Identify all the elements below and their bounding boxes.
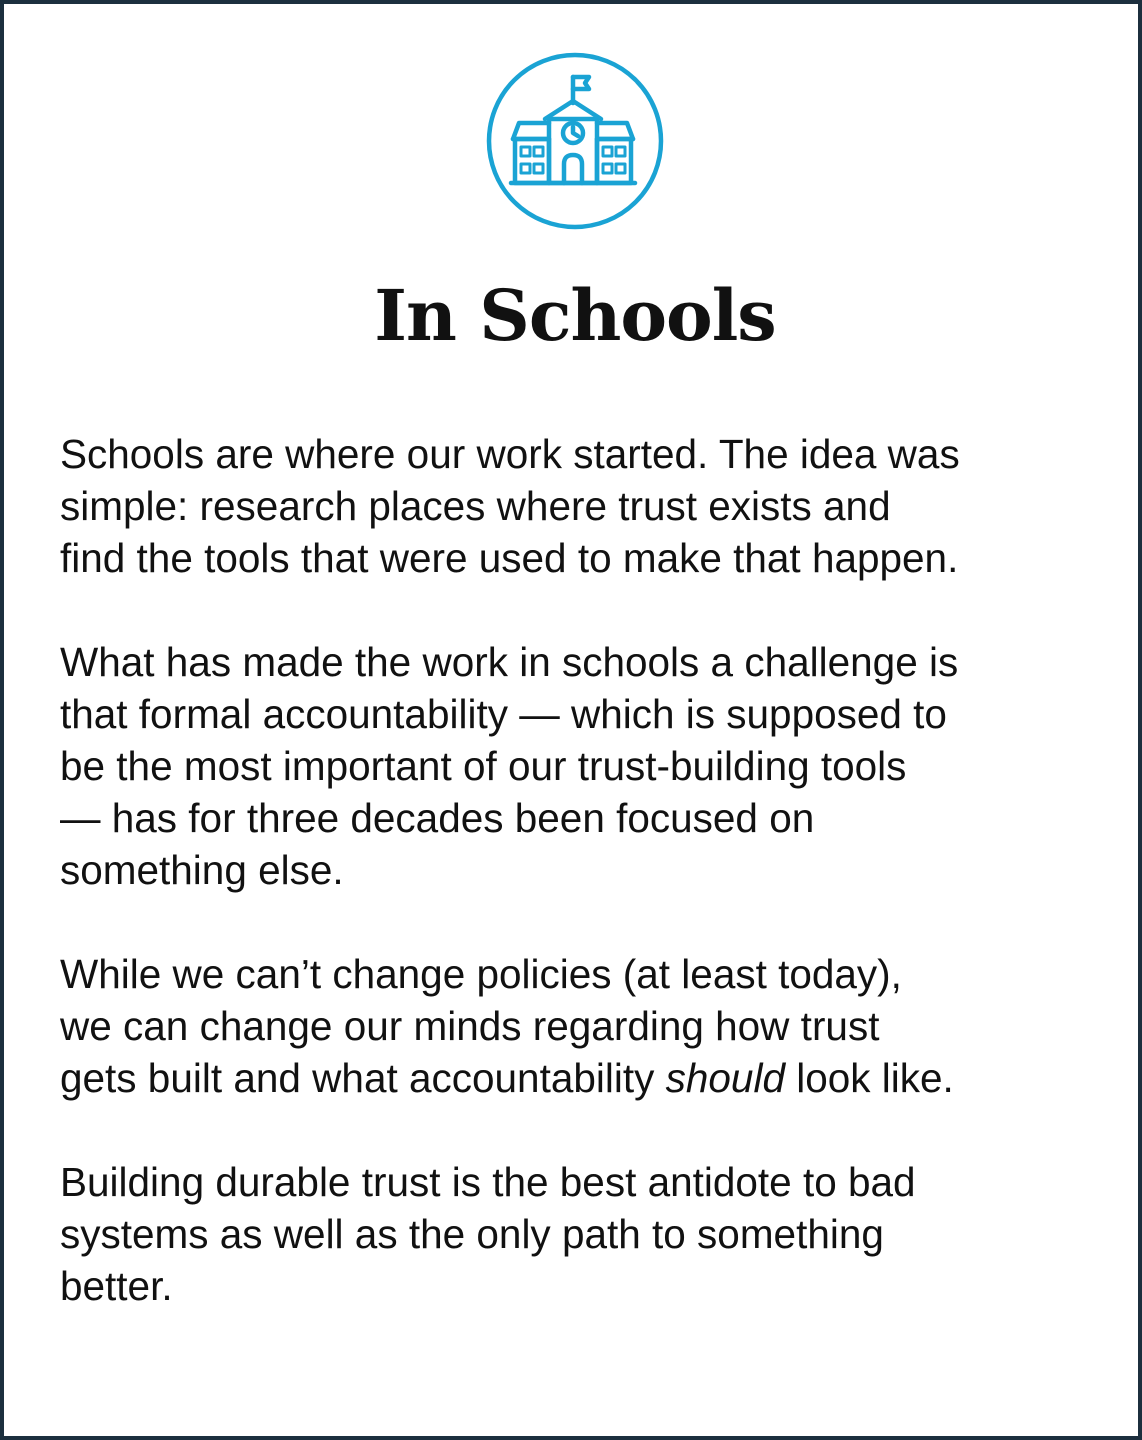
body-text (60, 428, 1100, 1364)
school-building-icon (485, 51, 665, 231)
text-line: find the tools that were used to make that happen. (60, 535, 959, 581)
emphasis-text: should (665, 1055, 785, 1101)
text-segment: look like. (784, 1055, 954, 1101)
text-line: better. (60, 1263, 173, 1309)
paragraph (60, 636, 1100, 896)
text-line: something else. (60, 847, 344, 893)
text-line: — has for three decades been focused on (60, 795, 815, 841)
text-line: Schools are where our work started. The idea was (60, 431, 960, 477)
paragraph (60, 428, 1100, 584)
paragraph (60, 1156, 1100, 1312)
text-line: simple: research places where trust exists and (60, 483, 891, 529)
text-segment: gets built and what accountability (60, 1055, 666, 1101)
text-line: we can change our minds regarding how trust (60, 1003, 880, 1049)
text-line: What has made the work in schools a challenge is (60, 639, 959, 685)
text-line: systems as well as the only path to something (60, 1211, 884, 1257)
text-line (60, 1052, 1100, 1104)
paragraph (60, 948, 1100, 1104)
page-title: In Schools (374, 274, 776, 357)
text-line: that formal accountability — which is supposed to (60, 691, 947, 737)
text-line: While we can’t change policies (at least today), (60, 951, 902, 997)
text-line: Building durable trust is the best antidote to bad (60, 1159, 916, 1205)
text-line: be the most important of our trust-building tools (60, 743, 907, 789)
